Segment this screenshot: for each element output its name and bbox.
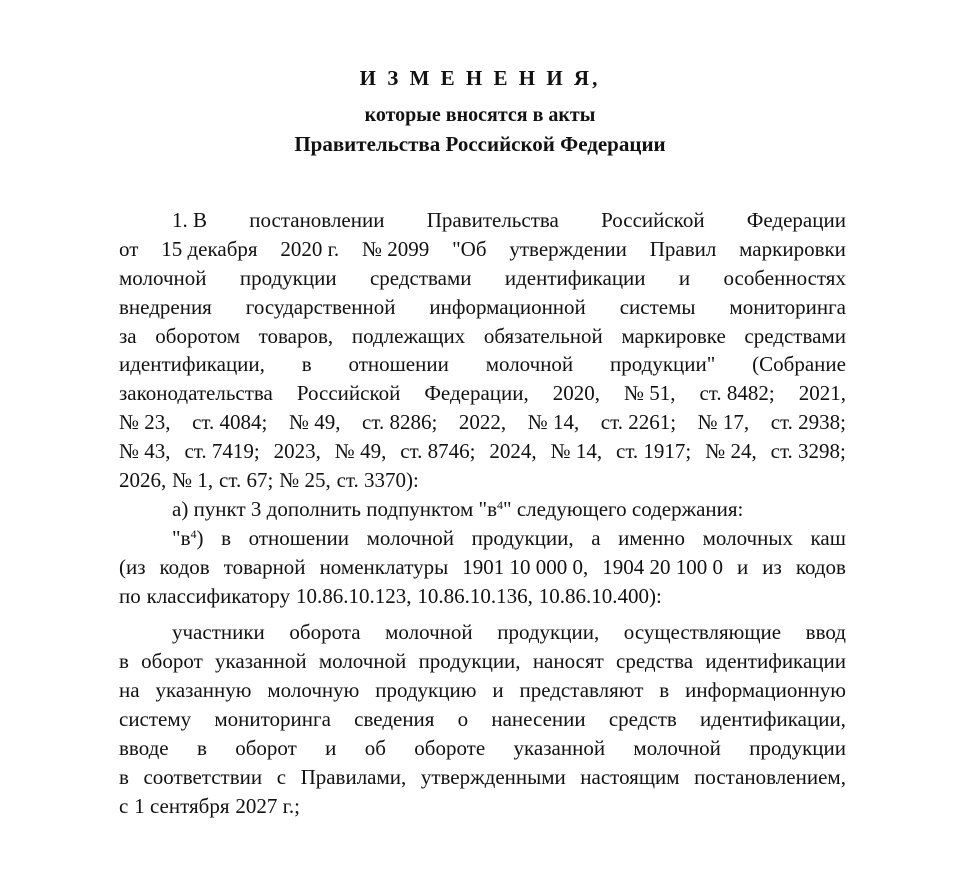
word: № 2099 [361,236,430,261]
word: в [119,649,129,674]
word: продукции, [471,525,574,550]
document-subtitle-line2: Правительства Российской Федерации [294,132,666,156]
word: в [119,764,129,789]
superscript: 4 [497,497,503,512]
word: каш [810,525,846,550]
word: утверждении [509,236,627,261]
word: молочной [485,352,574,377]
word: молочной [119,265,207,290]
word: идентификации, [700,707,846,732]
word: продукции, [418,649,521,674]
word: указанную [155,678,252,703]
p1-line [119,350,846,379]
word: и [325,736,337,761]
paragraph-1 [119,206,846,495]
word: ст. 4084; [192,410,268,435]
word: системы [619,294,696,319]
word: идентификации, [119,352,265,377]
word: товарной [223,554,306,579]
p3-line [119,553,846,582]
word: обороте [414,736,486,761]
word: 2022, [458,410,507,435]
word: кодов [795,554,846,579]
word: с [276,764,287,789]
word: кодов [159,554,210,579]
word: (Собрание [752,352,846,377]
word: идентификации [504,265,646,290]
document-title: И З М Е Н Е Н И Я, [359,66,601,90]
word: в [301,352,312,377]
word: 1 сентября [134,793,230,818]
word: государственной [245,294,396,319]
word: а [591,525,601,550]
p1-line [119,264,846,293]
word: № 14, [527,410,580,435]
p1-line [119,466,846,495]
subpoint-marker-text: "в [172,525,191,550]
word: вводе [119,736,169,761]
word: и [492,678,504,703]
word: и [678,265,691,290]
p1-line [119,408,846,437]
word: обязательной [483,323,603,348]
word: Российской [296,381,401,406]
word: № 23, [119,410,171,435]
word: молочной [385,620,473,645]
p3-line [119,524,846,553]
word: продукции [749,736,846,761]
word: оборот [235,736,297,761]
word: оборота [289,620,361,645]
word: 1901 10 000 0, [462,554,589,579]
p4-line [119,647,846,676]
word: по [119,583,141,608]
word: номенклатуры [319,554,449,579]
word: указанной [513,736,606,761]
word: Федерации [746,208,846,232]
word: № 24, [705,439,757,464]
word: особенностях [723,265,846,290]
word: 2027 г.; [235,793,300,818]
word: на [119,678,140,703]
word: указанной [215,649,307,674]
word: продукции" [610,352,716,377]
word: маркировки [739,236,846,261]
word: № 49, [288,410,341,435]
p4-line [119,618,846,647]
word: нанесении [491,707,586,732]
word: с [119,793,129,818]
word: ст. 2938; [770,410,846,435]
word: мониторинга [729,294,846,319]
p1-line [119,206,846,235]
word: соответствии [143,764,263,789]
word: внедрения [119,294,212,319]
word: и [737,554,749,579]
word: продукцию [375,678,477,703]
word: молочной [366,525,455,550]
word: 15 декабря [161,236,258,261]
word: 2020 г. [280,236,340,261]
word: ст. 3370): [336,468,419,493]
word: наносят [532,649,604,674]
word: № 51, [623,381,676,406]
word: средства [616,649,694,674]
p4-line [119,705,846,734]
word: № 17, [697,410,750,435]
word: ст. 8286; [362,410,438,435]
word: отношении [348,352,449,377]
word: продукции, [497,620,600,645]
word: постановлением, [694,764,846,789]
word: Правилами, [300,764,407,789]
word: 2026, [119,468,167,493]
word: 2020, [552,381,600,406]
word: постановлении [249,208,385,232]
paragraph-2-text-start: а) пункт 3 дополнить подпунктом "в [172,496,497,521]
p4-line [119,792,846,821]
word: отношении [248,525,349,550]
word: 2024, [489,439,537,464]
word: № 14, [550,439,603,464]
word: идентификации [705,649,846,674]
word: продукции [239,265,337,290]
word: товаров, [258,323,334,348]
word: № 25, [279,468,331,493]
word: 2023, [273,439,321,464]
paragraph-2 [119,495,846,524]
word: средств [608,707,677,732]
word: (из [119,554,146,579]
word: утвержденными [420,764,566,789]
word: в [659,678,670,703]
word: молочной [318,649,407,674]
p1-line [119,379,846,408]
word: Правительства [426,208,559,232]
word: молочную [267,678,360,703]
word: оборот [141,649,203,674]
word: мониторинга [214,707,331,732]
document-subtitle-line1: которые вносятся в акты [364,104,596,126]
word: Федерации, [424,381,529,406]
word: 2021, [798,381,846,406]
word: Правил [649,236,717,261]
word: ст. 8482; [699,381,775,406]
word: от [119,236,139,261]
word: в [196,736,207,761]
p4-line [119,763,846,792]
paragraph-4 [119,618,846,820]
paragraph-2-text-end: " следующего содержания: [503,496,744,521]
word: ст. 3298; [770,439,846,464]
superscript: 4 [190,526,197,541]
word: маркировке [621,323,726,348]
word: сведения [354,707,435,732]
word: 1. В [172,208,208,232]
word: № 43, [119,439,171,464]
p3-line [119,582,846,611]
p1-line [119,322,846,351]
word: осуществляющие [623,620,782,645]
word: Российской [601,208,705,232]
word: оборотом [155,323,240,348]
word: молочных [702,525,793,550]
word: ввод [805,620,846,645]
word: ст. 2261; [600,410,677,435]
word: в [221,525,232,550]
word: участники [172,620,265,645]
subpoint-marker-close: ) [196,525,204,550]
word: информационную [685,678,846,703]
word: ст. 1917; [616,439,692,464]
word: информационной [429,294,586,319]
word: о [457,707,469,732]
p1-line [119,437,846,466]
word: средствами [369,265,472,290]
p1-line [119,235,846,264]
document-body [119,206,846,821]
word: молочной [633,736,721,761]
word: № 1, [172,468,214,493]
word: ст. 8746; [400,439,476,464]
word: подлежащих [351,323,466,348]
p4-line [119,676,846,705]
p4-line [119,734,846,763]
paragraph-2-text [172,495,743,524]
word: из [762,554,782,579]
p1-line [119,293,846,322]
word: 1904 20 100 0 [602,554,723,579]
word: представляют [519,678,644,703]
word: № 49, [334,439,387,464]
word: именно [618,525,685,550]
word: ст. 67; [219,468,274,493]
word: 10.86.10.136, [417,583,533,608]
word: за [119,323,137,348]
word: систему [119,707,192,732]
paragraph-3 [119,524,846,611]
word: об [364,736,386,761]
word: настоящим [580,764,680,789]
word: средствами [744,323,846,348]
word: 10.86.10.123, [296,583,412,608]
word: законодательства [119,381,273,406]
word: ст. 7419; [184,439,260,464]
word: "Об [452,236,487,261]
word: 10.86.10.400): [538,583,662,608]
subpoint-marker [172,524,204,553]
word: классификатору [146,583,291,608]
